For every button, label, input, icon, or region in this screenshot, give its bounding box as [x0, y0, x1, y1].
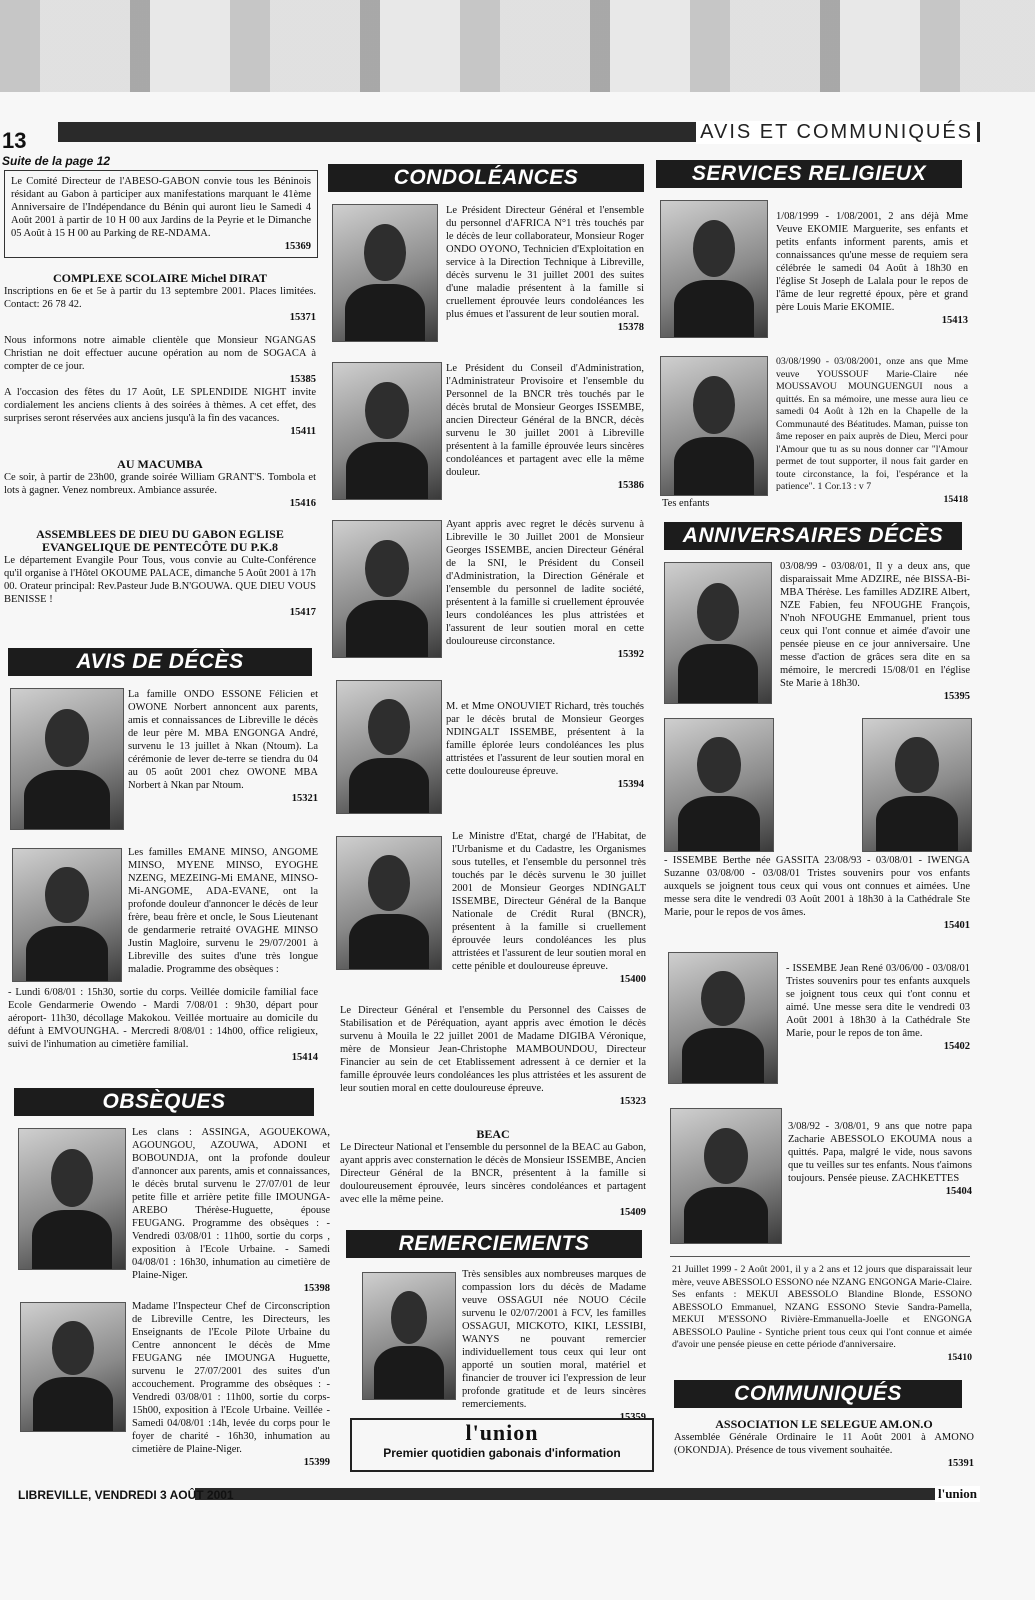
- ref-number: 15409: [619, 1207, 646, 1218]
- portrait-photo: [660, 200, 768, 338]
- assemblees-notice: [4, 528, 316, 619]
- emane-program-text: - Lundi 6/08/01 : 15h30, sortie du corps. Veillée domicile familial face Ecole Gendarmerie Owendo - Mardi 7/08/01 : 9h30, départ pour aéroport- 11h30, décollage Makokou. Veillée mortuaire au domicile du défunt à EMVOUNGHA. - Mercredi 8/08/01 : 14h00, office religieux, suivi de l'inhumation au cimetière familial.: [8, 987, 318, 1050]
- ref-number: 15395: [943, 691, 970, 702]
- adzire-text: 03/08/99 - 03/08/01, Il y a deux ans, que disparaissait Mme ADZIRE, née BISSA-Bi-MBA Thérèse. Les familles ADZIRE Albert, NZE Fabien, feu NFOUGHE François, N'noh NFOUGHE Emmanuel, prient tous ceux qui l'ont connue et aimée d'avoir une pensée pieuse en ce jour anniversaire. Une messe d'action de grâces sera dite en sa mémoire, le mercredi 15/08/01 en l'église Ste Marie à 18h30.: [780, 561, 970, 689]
- caisses-notice: [340, 1004, 646, 1108]
- jeanrene-notice: [786, 962, 970, 1053]
- ref-number: 15371: [289, 312, 316, 323]
- complexe-text: Inscriptions en 6e et 5e à partir du 13 septembre 2001. Places limitées. Contact: 26 78 42.: [4, 286, 316, 310]
- complexe-title: COMPLEXE SCOLAIRE Michel DIRAT: [52, 271, 268, 285]
- selegue-notice: [674, 1418, 974, 1470]
- ref-number: 15359: [619, 1412, 646, 1423]
- portrait-photo: [660, 356, 768, 496]
- ref-number: 15392: [617, 649, 644, 660]
- abessolo-notice: [788, 1120, 972, 1198]
- ref-number: 15400: [619, 974, 646, 985]
- portrait-photo: [664, 718, 774, 852]
- footer-bar: [195, 1488, 980, 1500]
- portrait-photo: [862, 718, 972, 852]
- ref-number: 15404: [945, 1186, 972, 1197]
- ref-number: 15417: [289, 607, 316, 618]
- ministre-notice: [340, 830, 646, 986]
- band-communiques: COMMUNIQUÉS: [674, 1380, 962, 1408]
- portrait-photo: [670, 1108, 782, 1244]
- emane-notice: [128, 846, 318, 976]
- onouviet-text: M. et Mme ONOUVIET Richard, très touchés par le décès brutal de Monsieur Georges NDINGALT ISSEMBE, présentent à la famille éplorée leurs condoléances les plus attristées et l'assurent de leur soutien moral en cette douloureuse épreuve.: [446, 701, 644, 777]
- assemblees-text: Le département Evangile Pour Tous, vous convie au Culte-Conférence qu'il organise à l'Hôtel OKOUME PALACE, dimanche 5 Août 2001 à 17h 00. Orateur principal: Rev.Pasteur Jude B.N'GOUWA. QUE DIEU VOUS BENISSE !: [4, 555, 316, 605]
- nzang-notice: [672, 1264, 972, 1364]
- beac-title: BEAC: [476, 1127, 510, 1141]
- ngangas-notice: [4, 334, 316, 386]
- portrait-photo: [10, 688, 124, 830]
- beac-notice: [340, 1128, 646, 1219]
- sni-text: Ayant appris avec regret le décès survenu à Libreville le 30 Juillet 2001 de Monsieur Georges ISSEMBE, ancien Directeur Général de la SNI, le Président du Conseil d'Administration, la Direction Générale et l'ensemble du personnel de ladite société, présentent à la famille si cruellement éprouvée leurs condoléances les plus attristées et l'assurent de leur soutien moral en cette douloureuse circonstance.: [446, 519, 644, 647]
- ref-number: 15321: [291, 793, 318, 804]
- ondo-text: La famille ONDO ESSONE Félicien et OWONE Norbert annoncent aux parents, amis et connaissances de Libreville le décès de leur père M. MBA ENGONGA André, survenu le 13 juillet à Nkan (Ntoum). La cérémonie de lever de-terre se tiendra du 04 au 05 août 2001 chez OWONE MBA Norbert à Nkan par Ntoum.: [128, 689, 318, 791]
- scan-top-band: [0, 0, 1035, 92]
- abeso-text: Le Comité Directeur de l'ABESO-GABON convie tous les Béninois résidant au Gabon à participer aux manifestations marquant le 41ème Anniversaire de l'Indépendance du Bénin qui auront lieu le Samedi 4 Août 2001 à partir de 10 H 00 aux Jardins de la Peyrie et le Dimanche 05 Août à 15 H 00 au Parking de RE-NDAMA.: [11, 176, 311, 239]
- ref-number: 15401: [943, 920, 970, 931]
- portrait-photo: [668, 952, 778, 1084]
- ref-number: 15411: [290, 426, 316, 437]
- macumba-title: AU MACUMBA: [117, 457, 203, 471]
- union-logo: l'union: [465, 1420, 539, 1445]
- band-avis-deces: AVIS DE DÉCÈS: [8, 648, 312, 676]
- divider: [670, 1256, 970, 1257]
- ref-number: 15418: [943, 493, 968, 505]
- band-anniversaires-deces: ANNIVERSAIRES DÉCÈS: [664, 522, 962, 550]
- ref-number: 15386: [617, 480, 644, 491]
- assemblees-title: ASSEMBLEES DE DIEU DU GABON EGLISE EVANGELIQUE DE PENTECÔTE DU P.K.8: [36, 527, 284, 554]
- ref-number: 15399: [303, 1457, 330, 1468]
- ref-number: 15391: [947, 1458, 974, 1469]
- portrait-photo: [336, 680, 442, 814]
- emane-program: [8, 986, 318, 1064]
- ministre-text: Le Ministre d'Etat, chargé de l'Habitat, de l'Urbanisme et du Cadastre, les Organismes sous tutelles, et l'ensemble du personnel très touchés par le décès survenu le 30 juillet 2001 de Monsieur Georges NDINGALT ISSEMBE, Directeur Général de la Banque Nationale de Crédit Rural (BNCR), présentent à la famille si cruellement éprouvée leurs condoléances les plus attristées et l'assurent de leur soutien moral en cette pénible et douloureuse épreuve.: [452, 831, 646, 972]
- macumba-text: Ce soir, à partir de 23h00, grande soirée William GRANT'S. Tombola et lots à gagner. Venez nombreux. Ambiance assurée.: [4, 472, 316, 496]
- splendide-text: A l'occasion des fêtes du 17 Août, LE SPLENDIDE NIGHT invite cordialement les anciens clients à des soirées à thèmes. A cet effet, des surprises seront réservées aux anciens jusqu'à la fin des vacances.: [4, 387, 316, 424]
- band-remerciements: REMERCIEMENTS: [346, 1230, 642, 1258]
- ekomie-text: 1/08/1999 - 1/08/2001, 2 ans déjà Mme Veuve EKOMIE Marguerite, ses enfants et petits enfants informent parents, amis et connaissances qu'une messe de requiem sera célébrée le samedi 04 Août à 18h30 en l'église St Joseph de Lalala pour le repos de l'âme de leur regretté époux, père et grand père Louis Marie EKOMIE.: [776, 211, 968, 313]
- splendide-notice: [4, 386, 316, 438]
- ref-number: 15385: [289, 374, 316, 385]
- portrait-photo: [664, 562, 772, 704]
- ngangas-text: Nous informons notre aimable clientèle que Monsieur NGANGAS Christian ne doit effectuer aucune opération au nom de SOGACA à compter de ce jour.: [4, 335, 316, 372]
- portrait-photo: [332, 204, 438, 342]
- portrait-photo: [332, 362, 442, 500]
- ref-number: 15394: [617, 779, 644, 790]
- continued-note: Suite de la page 12: [2, 154, 111, 168]
- issembe-text: - ISSEMBE Berthe née GASSITA 23/08/93 - 03/08/01 - IWENGA Suzanne 03/08/00 - 03/08/01 Tristes souvenirs pour vos enfants auxquels se joignent tous ceux qui vous ont connues et aimées. Une messe sera dite le vendredi 03 Août 2001 à 18h30 à la Cathédrale Ste Marie, pour le repos de vos âmes.: [664, 855, 970, 918]
- onouviet-notice: [446, 700, 644, 791]
- madame-notice: [18, 1300, 330, 1469]
- ossagui-text: Très sensibles aux nombreuses marques de compassion lors du décès de Madame veuve OSSAGUI née NOUO Cécile survenu le 02/07/2001 à FCV, les familles OSSAGUI, MICKOTO, KIKI, LESSIBI, WANYS ne pouvant remercier individuellement tous ceux qui leur ont apporté un soutien moral, matériel et financier de trouver ici l'expression de leur profonde gratitude et de leurs sincères remerciements.: [462, 1269, 646, 1410]
- selegue-title: ASSOCIATION LE SELEGUE AM.ON.O: [715, 1417, 933, 1431]
- page-number: 13: [2, 128, 27, 153]
- portrait-photo: [362, 1272, 456, 1400]
- nzang-text: 21 Juillet 1999 - 2 Août 2001, il y a 2 ans et 12 jours que disparaissait leur mère, veuve ABESSOLO ESSONO née NZANG ENGONGA Marie-Claire. Ses enfants : MEKUI ABESSOLO Blandine Blonde, ESSONO ABESSOLO Emmanuel, NZANG ESSONO Stevie Sandra-Pamella, MEKUI M'ESSONO Rivière-Emmanuella-Joelle et ENGONGA ABESSOLO Pauline - Syntiche prient tous ceux qui l'ont connue et aimée d'avoir une pensée pieuse en cette période d'anniversaire.: [672, 1264, 972, 1350]
- union-tagline: Premier quotidien gabonais d'information: [383, 1446, 621, 1460]
- emane-text: Les familles EMANE MINSO, ANGOME MINSO, MYENE MINSO, EYOGHE NZENG, MEZEING-Mi EMANE, MINSO-Mi-ANGOME, ADA-EVANE, ont la profonde douleur d'annoncer le décès de leur frère, beau frère et oncle, le Sous Lieutenant de gendarmerie retraité OVAGHE MINSO Justin Magloire, survenu le 29/07/2001 à Libreville des suites d'une très longue maladie. Programme des obsèques :: [128, 847, 318, 975]
- ref-number: 15369: [284, 241, 311, 252]
- issembe-notice: [664, 854, 970, 932]
- youssouf-notice: [776, 356, 968, 506]
- ref-number: 15414: [291, 1052, 318, 1063]
- band-condoleances: CONDOLÉANCES: [328, 164, 644, 192]
- sni-notice: [446, 518, 644, 661]
- ref-number: 15410: [947, 1351, 972, 1363]
- ondo-notice: [128, 688, 318, 805]
- section-title: AVIS ET COMMUNIQUÉS: [696, 121, 977, 144]
- footer-dateline: LIBREVILLE, VENDREDI 3 AOÛT 2001: [18, 1488, 234, 1502]
- africa-notice: [446, 204, 644, 334]
- photo-caption: Tes enfants: [662, 498, 710, 509]
- complexe-notice: [4, 272, 316, 324]
- adzire-notice: [780, 560, 970, 703]
- ref-number: 15413: [941, 315, 968, 326]
- africa-text: Le Président Directeur Général et l'ensemble du personnel d'AFRICA N°1 très touchés par le décès de leur collaborateur, Monsieur Roger ONDO OYONO, Technicien d'Exploitation en service à la Direction Technique à Libreville, décès survenu le 31 juillet 2001 des suites d'une maladie présentent à la famille si cruellement éprouvée leurs condoléances les plus émues et l'assurent de leur soutien moral.: [446, 205, 644, 320]
- ref-number: 15378: [617, 322, 644, 333]
- macumba-notice: [4, 458, 316, 510]
- ekomie-notice: [776, 210, 968, 327]
- selegue-text: Assemblée Générale Ordinaire le 11 Août 2001 à AMONO (OKONDJA). Présence de tous vivement souhaitée.: [674, 1432, 974, 1456]
- caisses-text: Le Directeur Général et l'ensemble du Personnel des Caisses de Stabilisation et de Péréquation, ayant appris avec émotion le décès survenu à Mouila le 22 juillet 2001 de Madame DIGIBA Véronique, mère de Monsieur Jean-Christophe MAMBOUNDOU, Directeur Financier au sein de cet Etablissement adressent à ce dernier et la famille éprouvée leurs condoléances les plus attristées et les assurent de leur soutien moral en cette douloureuse épreuve.: [340, 1005, 646, 1094]
- ref-number: 15398: [303, 1283, 330, 1294]
- youssouf-text: 03/08/1990 - 03/08/2001, onze ans que Mme veuve YOUSSOUF Marie-Claire née MOUSSAVOU MOUNGUENGUI nous a quittés. En sa mémoire, une messe aura lieu ce samedi 04 Août à 12h en la Chapelle de la Communauté des Béatitudes. Maman, puisse ton âme reposer en paix auprès de Dieu, Merci pour l'Amour que tu as su nous donner car "l'Amour permet de tout supporter, il nous fait garder en toute circonstance, la foi, l'espérance et la patience". 1 Cor.13 : v 7: [776, 356, 968, 492]
- band-services-religieux: SERVICES RELIGIEUX: [656, 160, 962, 188]
- bncr-notice: [446, 362, 644, 492]
- ossagui-notice: [462, 1268, 646, 1424]
- ref-number: 15323: [619, 1096, 646, 1107]
- footer-logo: l'union: [935, 1486, 980, 1502]
- abessolo-text: 3/08/92 - 3/08/01, 9 ans que notre papa Zacharie ABESSOLO EKOUMA nous a quittés. Papa, malgré le vide, nous savons que tu veilles sur tes enfants. Nous t'aimons toujours. Pensée pieuse. ZACHKETTES: [788, 1121, 972, 1184]
- assinga-notice: [18, 1126, 330, 1295]
- union-masthead-box: [350, 1418, 654, 1472]
- jeanrene-text: - ISSEMBE Jean René 03/06/00 - 03/08/01 Tristes souvenirs pour tes enfants auxquels se joignent tous ceux qui t'ont connu et aimé. Une messe sera dite le vendredi 03 Août 2001 à 18h30 à la Cathédrale Ste Marie, pour le repos de ton âme.: [786, 963, 970, 1039]
- ref-number: 15402: [943, 1041, 970, 1052]
- portrait-photo: [332, 520, 442, 658]
- assinga-text: Les clans : ASSINGA, AGOUEKOWA, AGOUNGOU, AZOUWA, ADONI et BOBOUNDJA, ont la profonde douleur d'annoncer aux parents, amis et connaissances, le décès brutal survenu le 27/07/01 de leur petite fille et arrière petite fille IMOUNGA-AREBO Thérèse-Huguette, épouse FEUGANG. Programme des obsèques : - Vendredi 03/08/01 : 11h00, sortie du corps , exposition à l'Ecole Urbaine. - Samedi 04/08/01 : 16h30, inhumation au cimetière de Plaine-Niger.: [132, 1127, 330, 1281]
- ref-number: 15416: [289, 498, 316, 509]
- madame-text: Madame l'Inspecteur Chef de Circonscription de Libreville Centre, les Directeurs, les Enseignants de l'Ecole Pilote Urbaine du Centre annoncent le décès de Mme FEUGANG née IMOUNGA Huguette, survenu le 27/07/2001 des suites d'un accouchement. Programme des obsèques : - Vendredi 03/08/01 : 11h00, sortie du corps- 15h00, exposition à l'Ecole Urbaine. Veillée - Samedi 04/08/01 :14h, levée du corps pour le foyer de charité - 16h30, inhumation au cimetière de Plaine-Niger.: [132, 1301, 330, 1455]
- portrait-photo: [12, 848, 122, 982]
- abeso-notice: [4, 170, 318, 258]
- band-obseques: OBSÈQUES: [14, 1088, 314, 1116]
- bncr-text: Le Président du Conseil d'Administration, l'Administrateur Provisoire et l'ensemble du Personnel de la BNCR très touchés par le décès brutal de Monsieur Georges ISSEMBE, ancien Directeur Général de la BNCR, décès survenu le 30 juillet 2001 à Libreville présentent à la famille éprouvée leurs sincères condoléances et partagent avec elle la même douleur.: [446, 363, 644, 478]
- beac-text: Le Directeur National et l'ensemble du personnel de la BEAC au Gabon, ayant appris avec consternation le décès de Monsieur ISSEMBE, Ancien Directeur Général de la BNCR, présentent à la famille si douloureusement éprouvée, leurs sincères condoléances et partagent avec elle la même peine.: [340, 1142, 646, 1205]
